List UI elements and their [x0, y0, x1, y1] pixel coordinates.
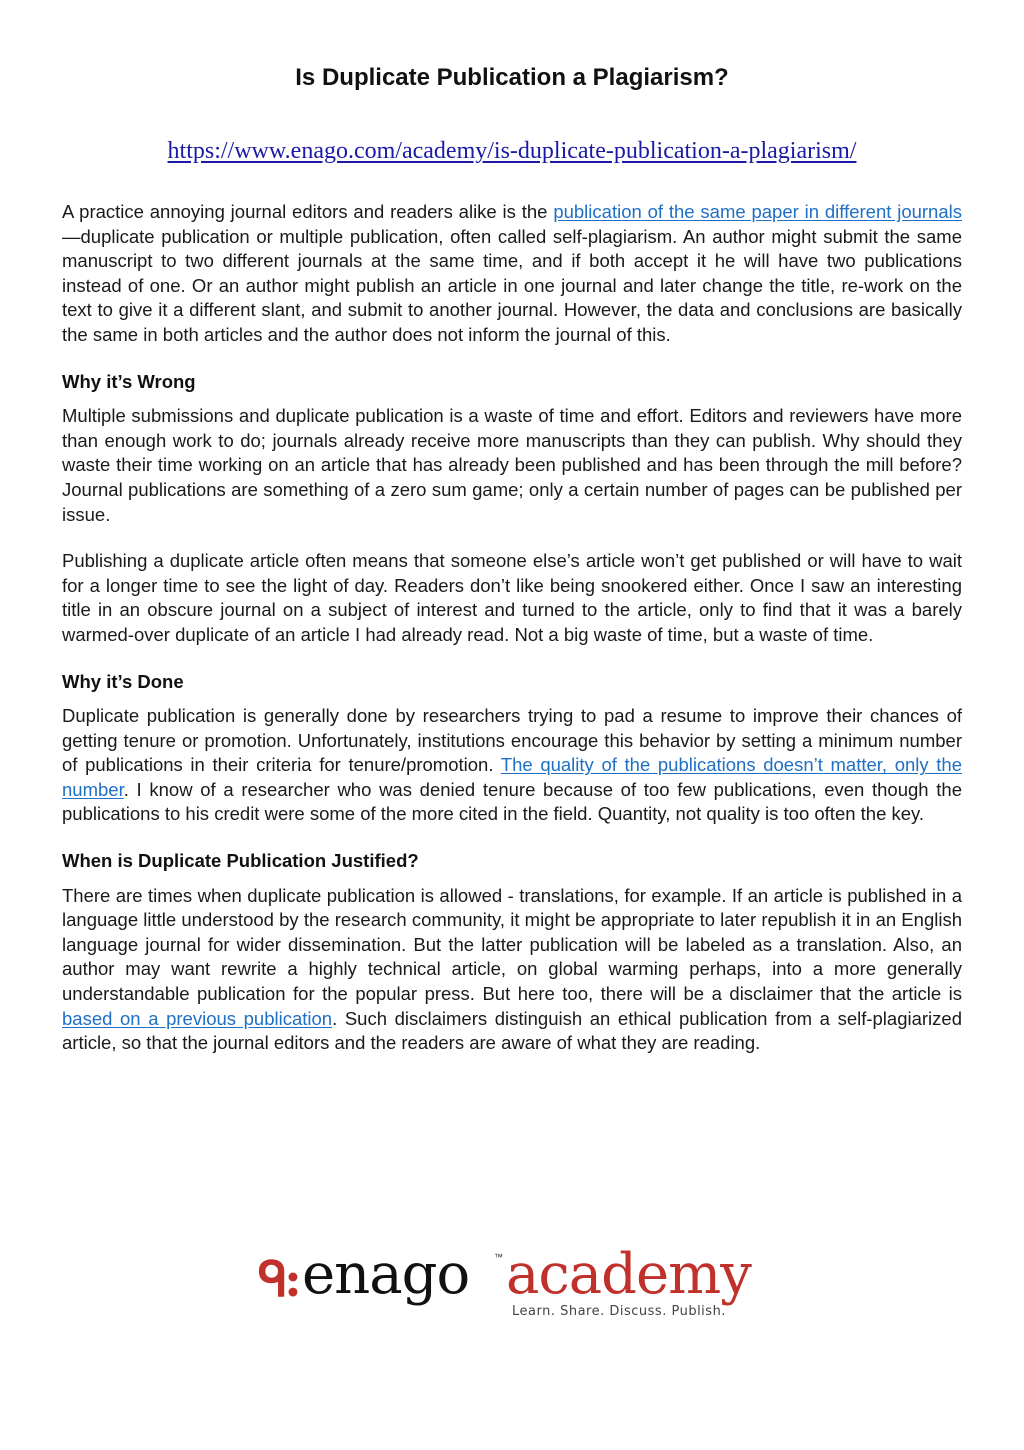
- justified-heading: When is Duplicate Publication Justified?: [62, 850, 419, 872]
- justified-paragraph: [62, 884, 962, 1056]
- logo-trademark: ™: [494, 1252, 503, 1262]
- enago-academy-logo: [258, 1244, 768, 1324]
- same-paper-link[interactable]: publication of the same paper in different journals: [553, 201, 962, 222]
- page-title: Is Duplicate Publication a Plagiarism?: [295, 64, 729, 91]
- intro-text-end: —duplicate publication or multiple publication, often called self-plagiarism. An author might submit the same manuscript to two different journals at the same time, and if both accept it he will have two publications instead of one. Or an author might publish an article in one journal and later change the title, re-work on the text to give it a different slant, and submit to another journal. However, the data and conclusions are basically the same in both articles and the author does not inform the journal of this.: [62, 225, 962, 345]
- justified-text-start: There are times when duplicate publication is allowed - translations, for example. If an article is published in a language little understood by the research community, it might be appropriate to later republish it in an English language journal for wider dissemination. But the latter publication will be labeled as a translation. Also, an author may want rewrite a highly technical article, on global warming perhaps, into a more generally understandable publication for the popular press. But here too, there will be a disclaimer that the article is: [62, 884, 962, 1005]
- intro-paragraph: [62, 200, 962, 348]
- intro-text-start: A practice annoying journal editors and readers alike is the: [62, 201, 554, 222]
- source-url-link[interactable]: https://www.enago.com/academy/is-duplicate-publication-a-plagiarism/: [167, 138, 857, 164]
- why-done-text-end: . I know of a researcher who was denied tenure because of too few publications, even though the publications to his credit were some of the more cited in the field. Quantity, not quality is too often the key.: [62, 778, 962, 825]
- previous-publication-link[interactable]: based on a previous publication: [62, 1007, 333, 1029]
- logo-enago-text: enago: [302, 1242, 470, 1307]
- why-done-text-start: Duplicate publication is generally done by researchers trying to pad a resume to improve their chances of getting tenure or promotion. Unfortunately, institutions encourage this behavior by setting a minimum number of publications in their criteria for tenure/promotion.: [62, 705, 962, 776]
- enago-mark-icon: ᑫ:: [258, 1252, 298, 1308]
- justified-text-end: . Such disclaimers distinguish an ethical publication from a self-plagiarized article, so that the journal editors and the readers are aware of what they are reading.: [62, 1007, 962, 1054]
- logo-tagline: Learn. Share. Discuss. Publish.: [512, 1304, 726, 1319]
- quality-number-link[interactable]: The quality of the publications doesn’t matter, only the number: [62, 754, 963, 800]
- why-wrong-paragraph-2: Publishing a duplicate article often means that someone else’s article won’t get published or will have to wait for a longer time to see the light of day. Readers don’t like being snookered either. Once I saw an interesting title in an obscure journal on a subject of interest and turned to the article, only to find that it was a barely warmed-over duplicate of an article I had already read. Not a big waste of time, but a waste of time.: [62, 550, 962, 645]
- article-body: [62, 200, 962, 1056]
- why-wrong-heading: Why it’s Wrong: [62, 370, 196, 392]
- why-wrong-paragraph-1: Multiple submissions and duplicate publication is a waste of time and effort. Editors and reviewers have more than enough work to do; journals already receive more manuscripts than they can publish. Why should they waste their time working on an article that has already been published and has been through the mill before? Journal publications are something of a zero sum game; only a certain number of pages can be published per issue.: [62, 405, 962, 525]
- why-done-heading: Why it’s Done: [62, 670, 184, 692]
- why-done-paragraph: [62, 704, 962, 827]
- logo-academy-text: academy: [506, 1242, 751, 1307]
